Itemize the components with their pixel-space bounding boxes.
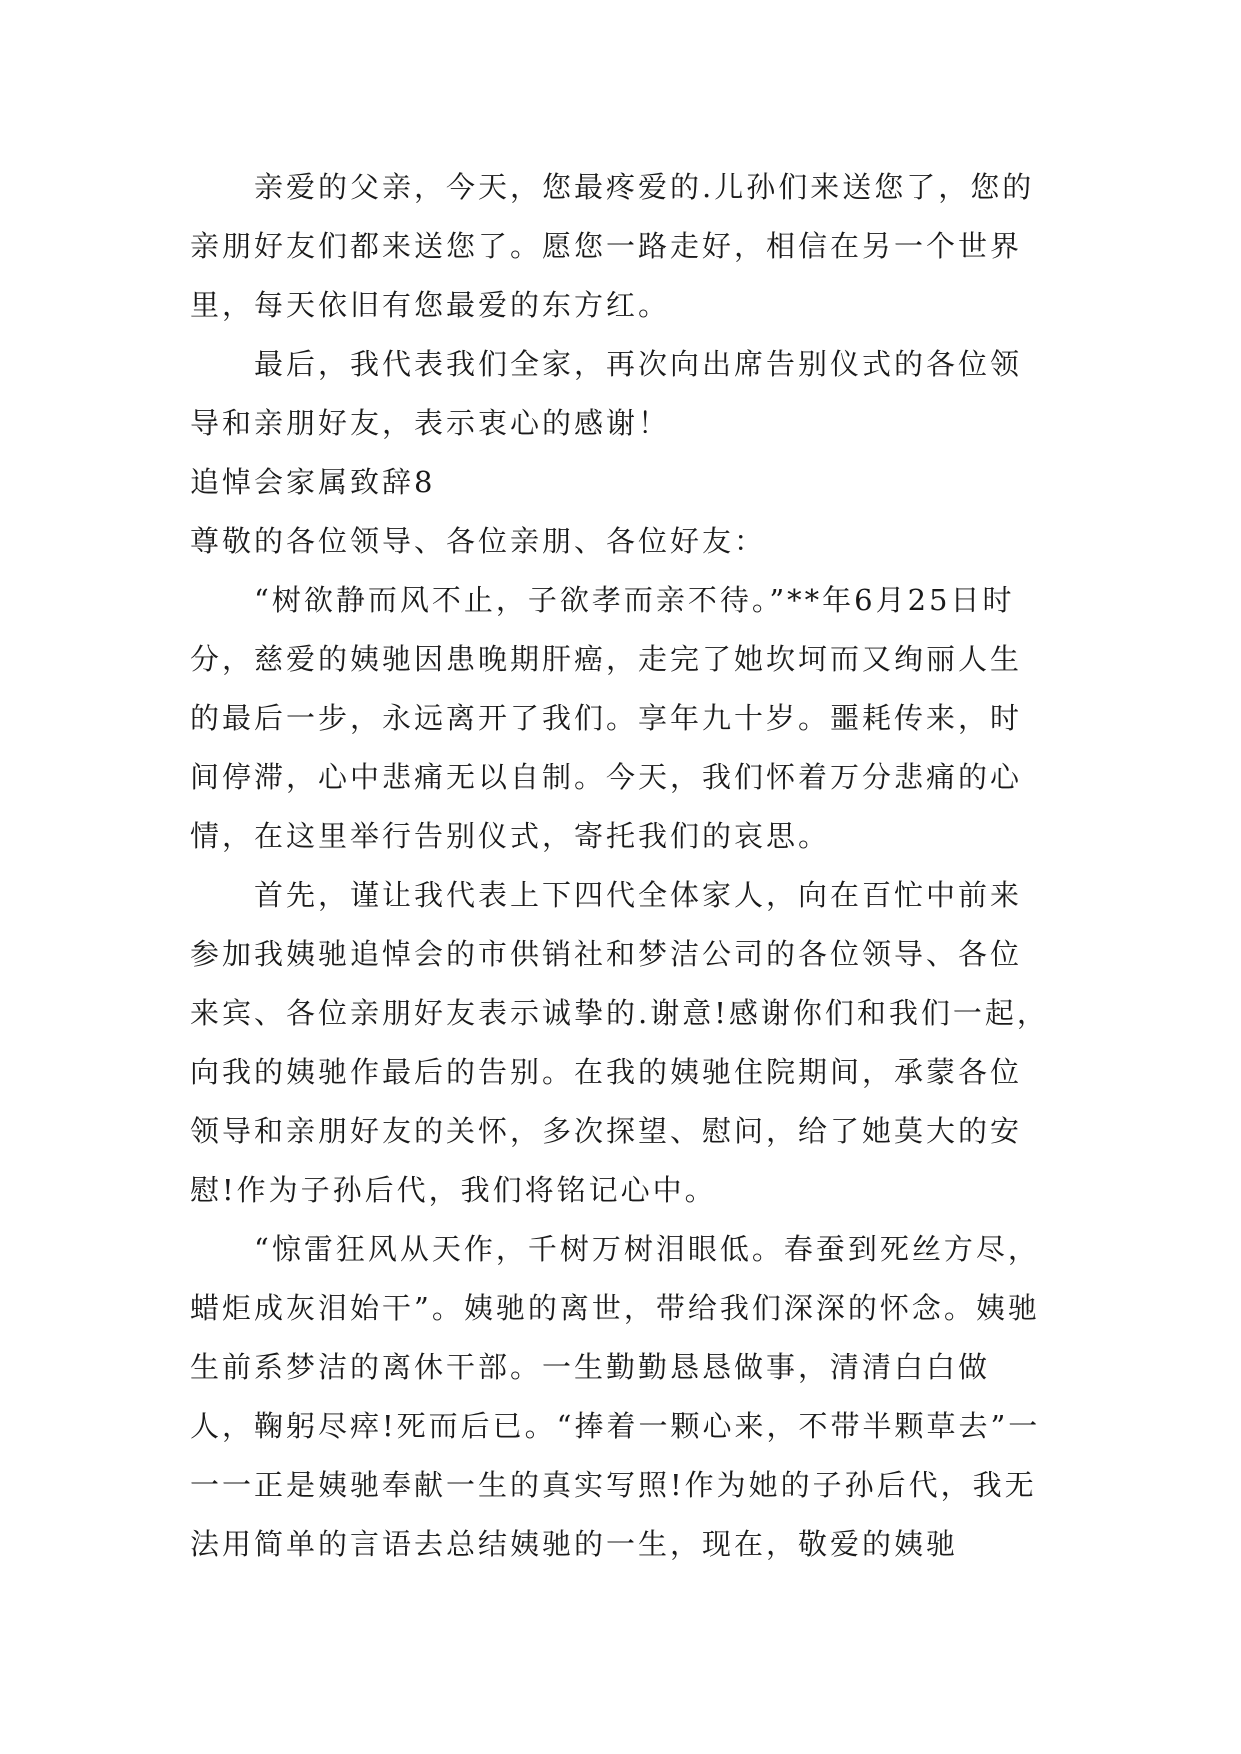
document-body — [190, 158, 1051, 1574]
paragraph-remembrance: “惊雷狂风从天作，千树万树泪眼低。春蚕到死丝方尽，蜡炬成灰泪始干”。姨驰的离世，带给我们深深的怀念。姨驰生前系梦洁的离休干部。一生勤勤恳恳做事，清清白白做人，鞠躬尽瘁!死而后已。“捧着一颗心来，不带半颗草去”一一一正是姨驰奉献一生的真实写照!作为她的子孙后代，我无法用简单的言语去总结姨驰的一生，现在，敬爱的姨驰 — [190, 1232, 1041, 1561]
paragraph-gratitude: 首先，谨让我代表上下四代全体家人，向在百忙中前来参加我姨驰追悼会的市供销社和梦洁公司的各位领导、各位来宾、各位亲朋好友表示诚挚的.谢意!感谢你们和我们一起，向我的姨驰作最后的告别。在我的姨驰住院期间，承蒙各位领导和亲朋好友的关怀，多次探望、慰问，给了她莫大的安慰!作为子孙后代，我们将铭记心中。 — [190, 878, 1049, 1207]
paragraph-thanks: 最后，我代表我们全家，再次向出席告别仪式的各位领导和亲朋好友，表示衷心的感谢！ — [190, 347, 1023, 440]
salutation: 尊敬的各位领导、各位亲朋、各位好友： — [190, 524, 767, 558]
paragraph-father-farewell: 亲爱的父亲，今天，您最疼爱的.儿孙们来送您了，您的亲朋好友们都来送您了。愿您一路走好，相信在另一个世界里，每天依旧有您最爱的东方红。 — [190, 170, 1035, 322]
section-title: 追悼会家属致辞8 — [190, 465, 436, 499]
paragraph-opening: “树欲静而风不止，子欲孝而亲不待。”**年6月25日时 分，慈爱的姨驰因患晚期肝癌，走完了她坎坷而又绚丽人生的最后一步，永远离开了我们。享年九十岁。噩耗传来，时间停滞，心中悲痛无以自制。今天，我们怀着万分悲痛的心情，在这里举行告别仪式，寄托我们的哀思。 — [190, 583, 1023, 853]
